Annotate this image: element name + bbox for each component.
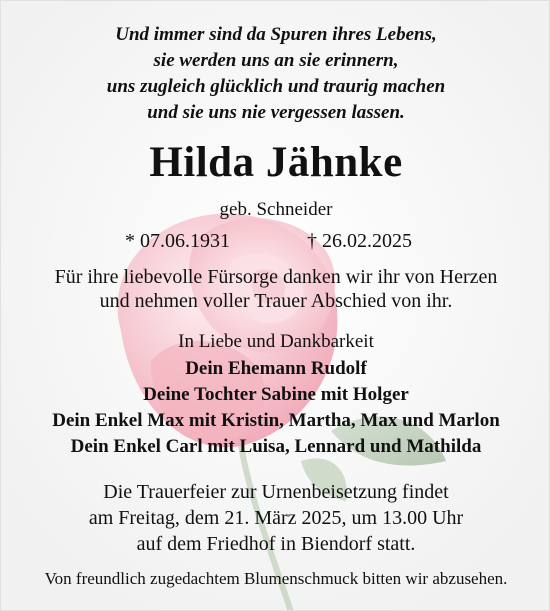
verse-line-3: uns zugleich glücklich und traurig machen [106,76,446,97]
verse-line-2: sie werden uns an sie erinnern, [153,50,399,71]
notice-text [1,1,550,611]
verse-line-4: und sie uns nie vergessen lassen. [147,102,405,123]
mourner-name: Dein Enkel Max mit Kristin, Martha, Max und Marlon [52,410,500,431]
ceremony-line-3: auf dem Friedhof in Biendorf statt. [136,533,416,555]
thanks-line-2: und nehmen voller Trauer Abschied von ihr. [99,290,453,312]
thanks-line-1: Für ihre liebevolle Fürsorge danken wir ihr von Herzen [54,266,498,288]
mourner-name: Dein Ehemann Rudolf [185,358,367,379]
mourners-intro: In Liebe und Dankbarkeit [178,331,374,352]
verse-line-1: Und immer sind da Spuren ihres Lebens, [115,24,437,45]
mourner-name: Dein Enkel Carl mit Luisa, Lennard und Mathilda [70,436,482,457]
death-date: † 26.02.2025 [307,230,412,252]
maiden-name: geb. Schneider [219,199,333,220]
ceremony-line-2: am Freitag, dem 21. März 2025, um 13.00 Uhr [88,507,464,529]
mourner-name: Deine Tochter Sabine mit Holger [143,384,409,405]
life-dates [1,231,550,253]
birth-date: * 07.06.1931 [125,230,230,252]
deceased-name: Hilda Jähnke [149,139,403,186]
footer-note: Von freundlich zugedachtem Blumenschmuck bitten wir abzusehen. [44,569,508,588]
ceremony-line-1: Die Trauerfeier zur Urnenbeisetzung findet [103,481,449,503]
